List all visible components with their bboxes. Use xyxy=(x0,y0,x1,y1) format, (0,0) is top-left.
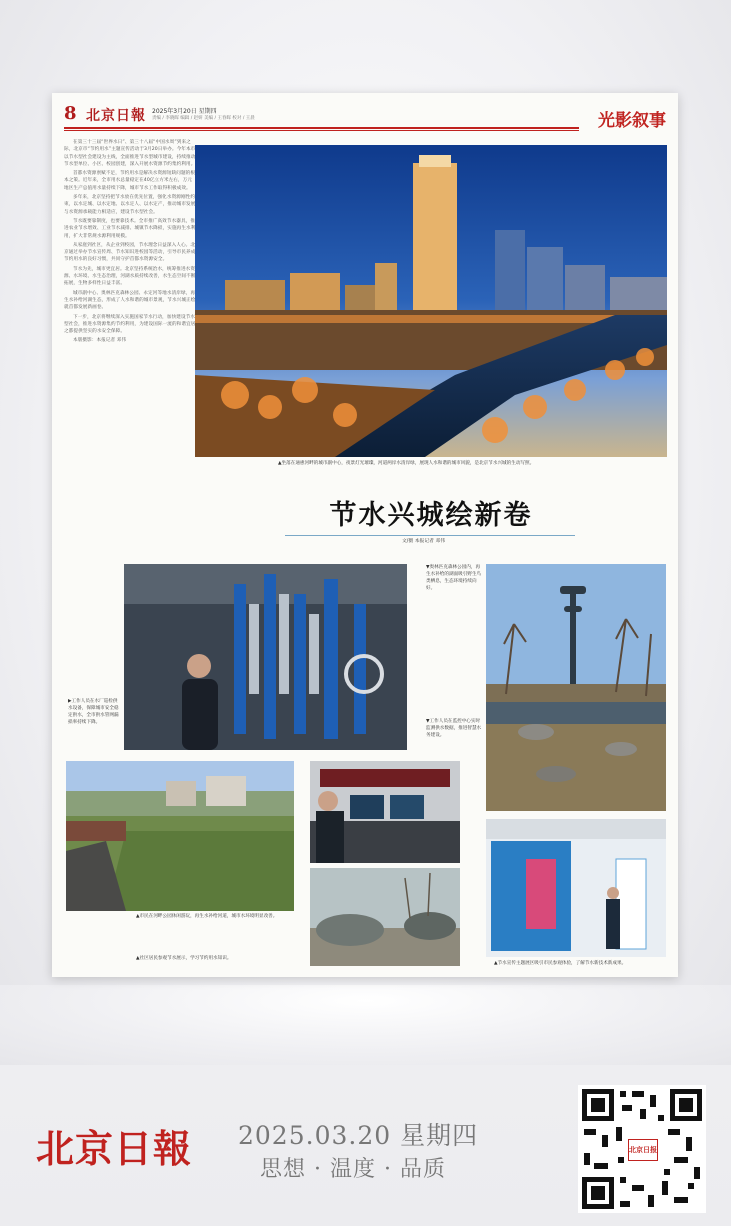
article-paragraph: 节水既要靠制度，也要靠技术。全市推广高效节水器具，推进农业节水增效、工业节水减排、城镇节水降损，实施再生水利用，扩大非常规水源利用规模。 xyxy=(64,218,196,239)
photo-snowy-garden xyxy=(310,868,460,966)
photo-monitoring-room xyxy=(310,761,460,863)
hero-caption: ▲坐落在通惠河畔的城市副中心，夜景灯光璀璨，河道两岸水清岸绿，展现人水和谐的城市风貌，是北京节水兴城的生动写照。 xyxy=(278,461,535,466)
editor-line: 责编 / 李晓晖 编辑 / 赵妍 美编 / 王春晖 校对 / 王晨 xyxy=(152,116,255,121)
article-paragraph: 在第三十三届“世界水日”、第三十八届“中国水周”到来之际，北京市“节约用水”主题宣传活动于3月20日举办。今年本市以节水型社会建设为主线，全面推进节水型城市建设，持续推动节水型单位、小区、校园创建，深入开展水资源节约集约利用。 xyxy=(64,140,196,167)
byline: 文/摄 本报记者 邓伟 xyxy=(402,539,446,544)
bottom-caption: ▲社区居民参观节水展示，学习节约用水知识。 xyxy=(136,956,232,961)
article-paragraph: 本版摄影：本报记者 邓伟 xyxy=(73,338,127,344)
page-number: 8 xyxy=(64,103,77,124)
article-paragraph: 下一步，北京将继续深入实施国家节水行动，加快建设节水型社会，推进水资源集约节约利用，为建设国际一流的和谐宜居之都提供坚实的水安全保障。 xyxy=(64,314,196,335)
headline-rule xyxy=(285,535,575,536)
headline: 节水兴城绘新卷 xyxy=(329,500,533,531)
display-floor xyxy=(0,985,731,1065)
page-header xyxy=(64,103,666,129)
kiosk-caption: ▲节水宣传主题展区吸引市民参观体验，了解节水新技术新成果。 xyxy=(494,961,627,966)
article-paragraph: 首都水资源禀赋不足，节约用水是解决水资源短缺问题的根本之策。近年来，全市用水总量稳定在40亿立方米左右，万元地区生产总值用水量持续下降，城市节水工作取得积极成效。 xyxy=(64,171,196,191)
footer-logo: 北京日報 xyxy=(36,1126,193,1171)
newspaper-page xyxy=(52,93,678,977)
tower-caption: ▼奥林匹克森林公园内，再生水补给的湖面吸引野生鸟类栖息，生态环境持续向好。 xyxy=(426,565,482,591)
header-rule xyxy=(64,127,579,129)
qr-code[interactable] xyxy=(578,1085,706,1213)
river-caption: ▲市民在河畔公园休闲游玩，再生水补给河道，城市水环境明显改善。 xyxy=(136,914,278,919)
header-rule-thin xyxy=(64,130,579,131)
pump-caption: ▶工作人员在水厂巡检供水设备，保障城市安全稳定供水，全市供水管网漏损率持续下降。 xyxy=(68,699,119,725)
article-paragraph: 多年来，北京坚持把节水放在优先位置，强化水资源刚性约束，以水定城、以水定地、以水定人、以水定产，推动城市发展与水资源承载能力相适应，建设节水型社会。 xyxy=(64,195,196,215)
masthead: 北京日報 xyxy=(86,108,146,124)
lab-caption: ▼工作人员在监控中心实时监测供水数据，推进智慧水务建设。 xyxy=(426,719,482,738)
photo-pump-room xyxy=(124,564,407,750)
photo-water-kiosk xyxy=(486,819,666,957)
article-body xyxy=(64,139,196,511)
footer-date: 2025.03.20 星期四 xyxy=(238,1121,479,1150)
photo-olympic-tower-geese xyxy=(486,564,666,811)
issue-date: 2025年3月20日 星期四 xyxy=(152,108,217,115)
article-paragraph: 节水为先，城市更宜居。北京坚持系统治水，统筹推进水资源、水环境、水生态治理，河湖水质持续改善，水生态空间不断拓展，生物多样性日益丰富。 xyxy=(64,266,196,287)
photo-river-park xyxy=(66,761,294,911)
article-paragraph: 从家庭到社区，从企业到校园，节水理念日益深入人心。北京通过举办节水宣传周、节水知识进校园等活动，引导市民养成节约用水的良好习惯，共同守护首都水资源安全。 xyxy=(64,242,196,263)
footer-slogan: 思想 · 温度 · 品质 xyxy=(260,1157,446,1182)
hero-photo-night-city xyxy=(195,145,667,457)
qr-center-logo: 北京日报 xyxy=(628,1139,658,1161)
article-paragraph: 城市副中心、奥林匹克森林公园、永定河等地水清岸绿，再生水补给河湖生态，形成了人水和谐的城市景观，节水兴城正绘就首都发展新画卷。 xyxy=(64,290,196,311)
section-title: 光影叙事 xyxy=(598,111,666,131)
